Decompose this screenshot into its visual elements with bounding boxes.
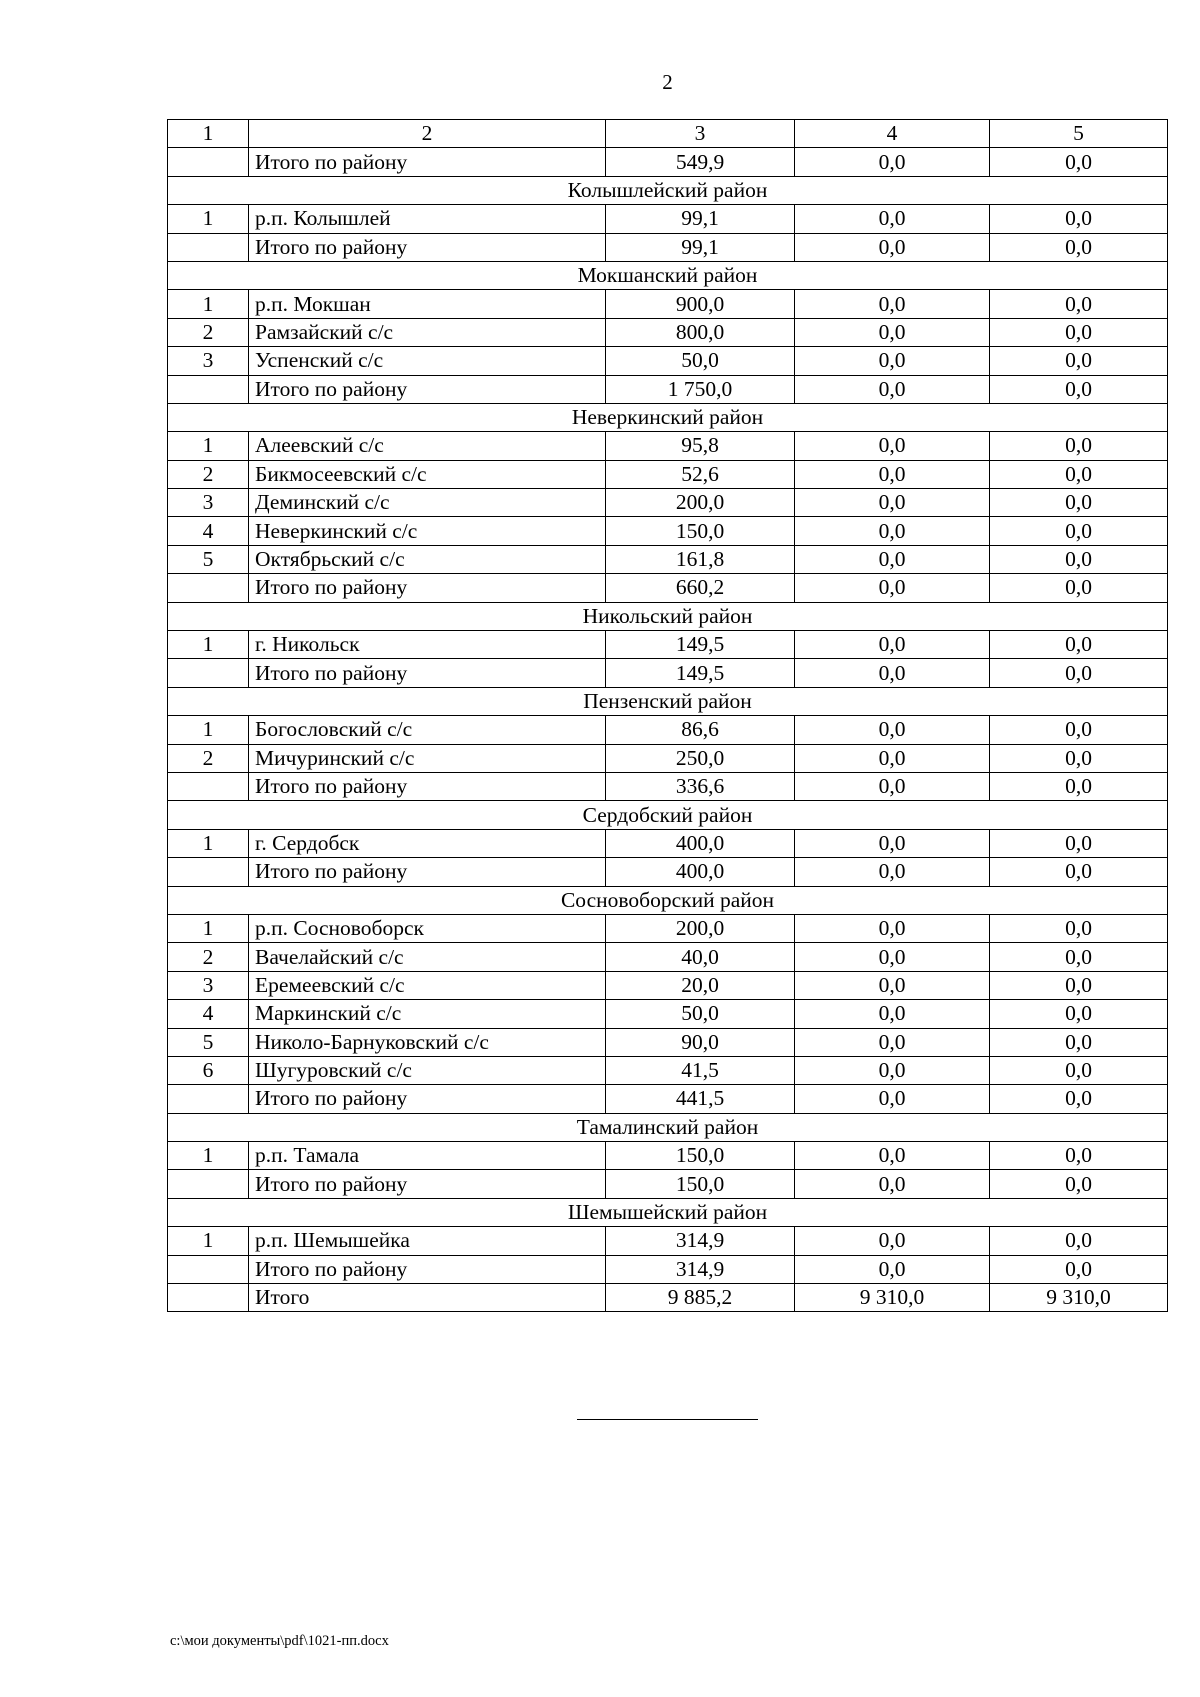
settlement-name-cell: Деминский с/с — [249, 489, 606, 517]
district-heading-row — [168, 176, 1168, 204]
value-col4-cell: 0,0 — [795, 347, 990, 375]
grand-total-row — [168, 1284, 1168, 1312]
row-number-cell: 1 — [168, 290, 249, 318]
district-total-row — [168, 772, 1168, 800]
row-number-cell: 6 — [168, 1056, 249, 1084]
row-number-cell — [168, 1255, 249, 1283]
value-col3-cell: 86,6 — [606, 716, 795, 744]
value-col3-cell: 314,9 — [606, 1255, 795, 1283]
value-col5-cell: 0,0 — [990, 1170, 1168, 1198]
district-heading-row — [168, 801, 1168, 829]
value-col5-cell: 0,0 — [990, 1000, 1168, 1028]
row-number-cell: 1 — [168, 432, 249, 460]
table-row — [168, 744, 1168, 772]
value-col3-cell: 400,0 — [606, 829, 795, 857]
value-col5-cell: 0,0 — [990, 631, 1168, 659]
settlement-name-cell: Итого по району — [249, 659, 606, 687]
end-separator-line — [577, 1419, 758, 1420]
settlement-name-cell: Октябрьский с/с — [249, 545, 606, 573]
value-col3-cell: 99,1 — [606, 233, 795, 261]
header-cell-5: 5 — [990, 120, 1168, 148]
value-col5-cell: 0,0 — [990, 375, 1168, 403]
value-col5-cell: 0,0 — [990, 574, 1168, 602]
table-row — [168, 829, 1168, 857]
district-total-row — [168, 1170, 1168, 1198]
value-col5-cell: 0,0 — [990, 432, 1168, 460]
row-number-cell: 4 — [168, 517, 249, 545]
district-total-row — [168, 148, 1168, 176]
row-number-cell: 2 — [168, 460, 249, 488]
value-col4-cell: 0,0 — [795, 1255, 990, 1283]
table-body — [168, 120, 1168, 1312]
row-number-cell: 1 — [168, 631, 249, 659]
value-col3-cell: 161,8 — [606, 545, 795, 573]
value-col3-cell: 314,9 — [606, 1227, 795, 1255]
value-col3-cell: 40,0 — [606, 943, 795, 971]
value-col5-cell: 0,0 — [990, 1085, 1168, 1113]
row-number-cell: 1 — [168, 205, 249, 233]
value-col4-cell: 0,0 — [795, 971, 990, 999]
settlement-name-cell: Шугуровский с/с — [249, 1056, 606, 1084]
value-col4-cell: 0,0 — [795, 1142, 990, 1170]
header-cell-1: 1 — [168, 120, 249, 148]
value-col3-cell: 90,0 — [606, 1028, 795, 1056]
value-col3-cell: 52,6 — [606, 460, 795, 488]
district-name: Мокшанский район — [168, 261, 1168, 289]
value-col5-cell: 0,0 — [990, 971, 1168, 999]
row-number-cell: 5 — [168, 545, 249, 573]
value-col5-cell: 0,0 — [990, 347, 1168, 375]
value-col4-cell: 0,0 — [795, 1028, 990, 1056]
value-col4-cell: 0,0 — [795, 943, 990, 971]
value-col3-cell: 149,5 — [606, 659, 795, 687]
settlement-name-cell: г. Сердобск — [249, 829, 606, 857]
table-row — [168, 914, 1168, 942]
value-col4-cell: 0,0 — [795, 375, 990, 403]
header-cell-3: 3 — [606, 120, 795, 148]
value-col3-cell: 1 750,0 — [606, 375, 795, 403]
value-col4-cell: 9 310,0 — [795, 1284, 990, 1312]
value-col4-cell: 0,0 — [795, 858, 990, 886]
row-number-cell: 3 — [168, 971, 249, 999]
row-number-cell — [168, 1170, 249, 1198]
value-col5-cell: 0,0 — [990, 1056, 1168, 1084]
file-path: c:\мои документы\pdf\1021-пп.docx — [170, 1633, 389, 1649]
value-col3-cell: 20,0 — [606, 971, 795, 999]
header-cell-4: 4 — [795, 120, 990, 148]
value-col5-cell: 0,0 — [990, 829, 1168, 857]
settlement-name-cell: Итого по району — [249, 574, 606, 602]
value-col5-cell: 0,0 — [990, 205, 1168, 233]
row-number-cell: 1 — [168, 1227, 249, 1255]
value-col5-cell: 0,0 — [990, 318, 1168, 346]
district-name: Пензенский район — [168, 687, 1168, 715]
table-row — [168, 631, 1168, 659]
value-col4-cell: 0,0 — [795, 318, 990, 346]
page-number: 2 — [662, 70, 673, 94]
value-col3-cell: 200,0 — [606, 914, 795, 942]
settlement-name-cell: Итого по району — [249, 858, 606, 886]
table-row — [168, 1028, 1168, 1056]
row-number-cell — [168, 858, 249, 886]
settlement-name-cell: Алеевский с/с — [249, 432, 606, 460]
district-heading-row — [168, 403, 1168, 431]
value-col4-cell: 0,0 — [795, 545, 990, 573]
value-col5-cell: 0,0 — [990, 716, 1168, 744]
value-col4-cell: 0,0 — [795, 631, 990, 659]
district-heading-row — [168, 886, 1168, 914]
row-number-cell: 3 — [168, 489, 249, 517]
value-col4-cell: 0,0 — [795, 1227, 990, 1255]
table-row — [168, 716, 1168, 744]
settlement-name-cell: Вачелайский с/с — [249, 943, 606, 971]
value-col3-cell: 150,0 — [606, 517, 795, 545]
value-col4-cell: 0,0 — [795, 290, 990, 318]
value-col4-cell: 0,0 — [795, 744, 990, 772]
settlement-name-cell: Мичуринский с/с — [249, 744, 606, 772]
settlement-name-cell: р.п. Сосновоборск — [249, 914, 606, 942]
value-col4-cell: 0,0 — [795, 1000, 990, 1028]
value-col5-cell: 0,0 — [990, 772, 1168, 800]
value-col4-cell: 0,0 — [795, 914, 990, 942]
value-col5-cell: 0,0 — [990, 1255, 1168, 1283]
settlement-name-cell: р.п. Тамала — [249, 1142, 606, 1170]
district-name: Неверкинский район — [168, 403, 1168, 431]
district-name: Тамалинский район — [168, 1113, 1168, 1141]
row-number-cell: 1 — [168, 716, 249, 744]
settlement-name-cell: Итого по району — [249, 233, 606, 261]
value-col3-cell: 549,9 — [606, 148, 795, 176]
value-col5-cell: 0,0 — [990, 1142, 1168, 1170]
table-row — [168, 971, 1168, 999]
value-col3-cell: 441,5 — [606, 1085, 795, 1113]
value-col5-cell: 0,0 — [990, 460, 1168, 488]
district-heading-row — [168, 687, 1168, 715]
value-col4-cell: 0,0 — [795, 1170, 990, 1198]
value-col4-cell: 0,0 — [795, 716, 990, 744]
value-col4-cell: 0,0 — [795, 1056, 990, 1084]
value-col5-cell: 0,0 — [990, 914, 1168, 942]
settlement-name-cell: Итого по району — [249, 375, 606, 403]
settlement-name-cell: Итого по району — [249, 1085, 606, 1113]
row-number-cell — [168, 233, 249, 261]
settlement-name-cell: Итого по району — [249, 1255, 606, 1283]
district-heading-row — [168, 1198, 1168, 1226]
value-col3-cell: 400,0 — [606, 858, 795, 886]
row-number-cell: 1 — [168, 1142, 249, 1170]
row-number-cell — [168, 148, 249, 176]
district-name: Колышлейский район — [168, 176, 1168, 204]
value-col3-cell: 9 885,2 — [606, 1284, 795, 1312]
table-row — [168, 1000, 1168, 1028]
value-col4-cell: 0,0 — [795, 233, 990, 261]
value-col4-cell: 0,0 — [795, 432, 990, 460]
value-col4-cell: 0,0 — [795, 205, 990, 233]
district-total-row — [168, 858, 1168, 886]
value-col5-cell: 0,0 — [990, 489, 1168, 517]
value-col4-cell: 0,0 — [795, 829, 990, 857]
row-number-cell: 1 — [168, 914, 249, 942]
value-col4-cell: 0,0 — [795, 148, 990, 176]
value-col3-cell: 200,0 — [606, 489, 795, 517]
value-col5-cell: 0,0 — [990, 148, 1168, 176]
table-row — [168, 1142, 1168, 1170]
value-col5-cell: 0,0 — [990, 943, 1168, 971]
settlement-name-cell: р.п. Шемышейка — [249, 1227, 606, 1255]
value-col4-cell: 0,0 — [795, 1085, 990, 1113]
district-table — [167, 119, 1168, 1312]
district-name: Сосновоборский район — [168, 886, 1168, 914]
settlement-name-cell: Итого — [249, 1284, 606, 1312]
settlement-name-cell: Рамзайский с/с — [249, 318, 606, 346]
value-col3-cell: 800,0 — [606, 318, 795, 346]
district-total-row — [168, 574, 1168, 602]
value-col5-cell: 0,0 — [990, 659, 1168, 687]
value-col4-cell: 0,0 — [795, 574, 990, 602]
value-col3-cell: 50,0 — [606, 347, 795, 375]
district-total-row — [168, 659, 1168, 687]
settlement-name-cell: Еремеевский с/с — [249, 971, 606, 999]
table-row — [168, 205, 1168, 233]
table-row — [168, 943, 1168, 971]
table-row — [168, 517, 1168, 545]
table-row — [168, 1056, 1168, 1084]
value-col5-cell: 0,0 — [990, 1227, 1168, 1255]
table-row — [168, 1227, 1168, 1255]
value-col3-cell: 150,0 — [606, 1142, 795, 1170]
value-col4-cell: 0,0 — [795, 517, 990, 545]
district-name: Никольский район — [168, 602, 1168, 630]
settlement-name-cell: Неверкинский с/с — [249, 517, 606, 545]
settlement-name-cell: р.п. Мокшан — [249, 290, 606, 318]
value-col4-cell: 0,0 — [795, 772, 990, 800]
value-col5-cell: 0,0 — [990, 233, 1168, 261]
table-row — [168, 545, 1168, 573]
row-number-cell — [168, 1085, 249, 1113]
settlement-name-cell: Бикмосеевский с/с — [249, 460, 606, 488]
value-col3-cell: 660,2 — [606, 574, 795, 602]
value-col5-cell: 0,0 — [990, 545, 1168, 573]
table-row — [168, 318, 1168, 346]
settlement-name-cell: р.п. Колышлей — [249, 205, 606, 233]
district-total-row — [168, 1255, 1168, 1283]
row-number-cell — [168, 1284, 249, 1312]
row-number-cell: 2 — [168, 943, 249, 971]
column-number-row — [168, 120, 1168, 148]
settlement-name-cell: Успенский с/с — [249, 347, 606, 375]
settlement-name-cell: г. Никольск — [249, 631, 606, 659]
row-number-cell: 5 — [168, 1028, 249, 1056]
row-number-cell: 2 — [168, 318, 249, 346]
row-number-cell — [168, 772, 249, 800]
row-number-cell — [168, 375, 249, 403]
value-col4-cell: 0,0 — [795, 489, 990, 517]
row-number-cell — [168, 659, 249, 687]
settlement-name-cell: Николо-Барнуковский с/с — [249, 1028, 606, 1056]
value-col3-cell: 336,6 — [606, 772, 795, 800]
row-number-cell: 1 — [168, 829, 249, 857]
settlement-name-cell: Итого по району — [249, 772, 606, 800]
district-total-row — [168, 233, 1168, 261]
value-col3-cell: 149,5 — [606, 631, 795, 659]
value-col4-cell: 0,0 — [795, 659, 990, 687]
value-col3-cell: 900,0 — [606, 290, 795, 318]
settlement-name-cell: Богословский с/с — [249, 716, 606, 744]
table-row — [168, 432, 1168, 460]
settlement-name-cell: Итого по району — [249, 148, 606, 176]
value-col3-cell: 250,0 — [606, 744, 795, 772]
value-col4-cell: 0,0 — [795, 460, 990, 488]
value-col5-cell: 0,0 — [990, 1028, 1168, 1056]
table-row — [168, 347, 1168, 375]
settlement-name-cell: Итого по району — [249, 1170, 606, 1198]
value-col5-cell: 9 310,0 — [990, 1284, 1168, 1312]
value-col3-cell: 150,0 — [606, 1170, 795, 1198]
table-row — [168, 489, 1168, 517]
district-heading-row — [168, 261, 1168, 289]
district-name: Сердобский район — [168, 801, 1168, 829]
value-col5-cell: 0,0 — [990, 744, 1168, 772]
row-number-cell: 3 — [168, 347, 249, 375]
value-col5-cell: 0,0 — [990, 290, 1168, 318]
value-col3-cell: 50,0 — [606, 1000, 795, 1028]
value-col5-cell: 0,0 — [990, 517, 1168, 545]
value-col3-cell: 41,5 — [606, 1056, 795, 1084]
value-col5-cell: 0,0 — [990, 858, 1168, 886]
value-col3-cell: 95,8 — [606, 432, 795, 460]
header-cell-2: 2 — [249, 120, 606, 148]
row-number-cell — [168, 574, 249, 602]
row-number-cell: 2 — [168, 744, 249, 772]
district-total-row — [168, 375, 1168, 403]
district-name: Шемышейский район — [168, 1198, 1168, 1226]
district-total-row — [168, 1085, 1168, 1113]
district-heading-row — [168, 602, 1168, 630]
district-heading-row — [168, 1113, 1168, 1141]
settlement-name-cell: Маркинский с/с — [249, 1000, 606, 1028]
table-row — [168, 460, 1168, 488]
table-row — [168, 290, 1168, 318]
row-number-cell: 4 — [168, 1000, 249, 1028]
value-col3-cell: 99,1 — [606, 205, 795, 233]
